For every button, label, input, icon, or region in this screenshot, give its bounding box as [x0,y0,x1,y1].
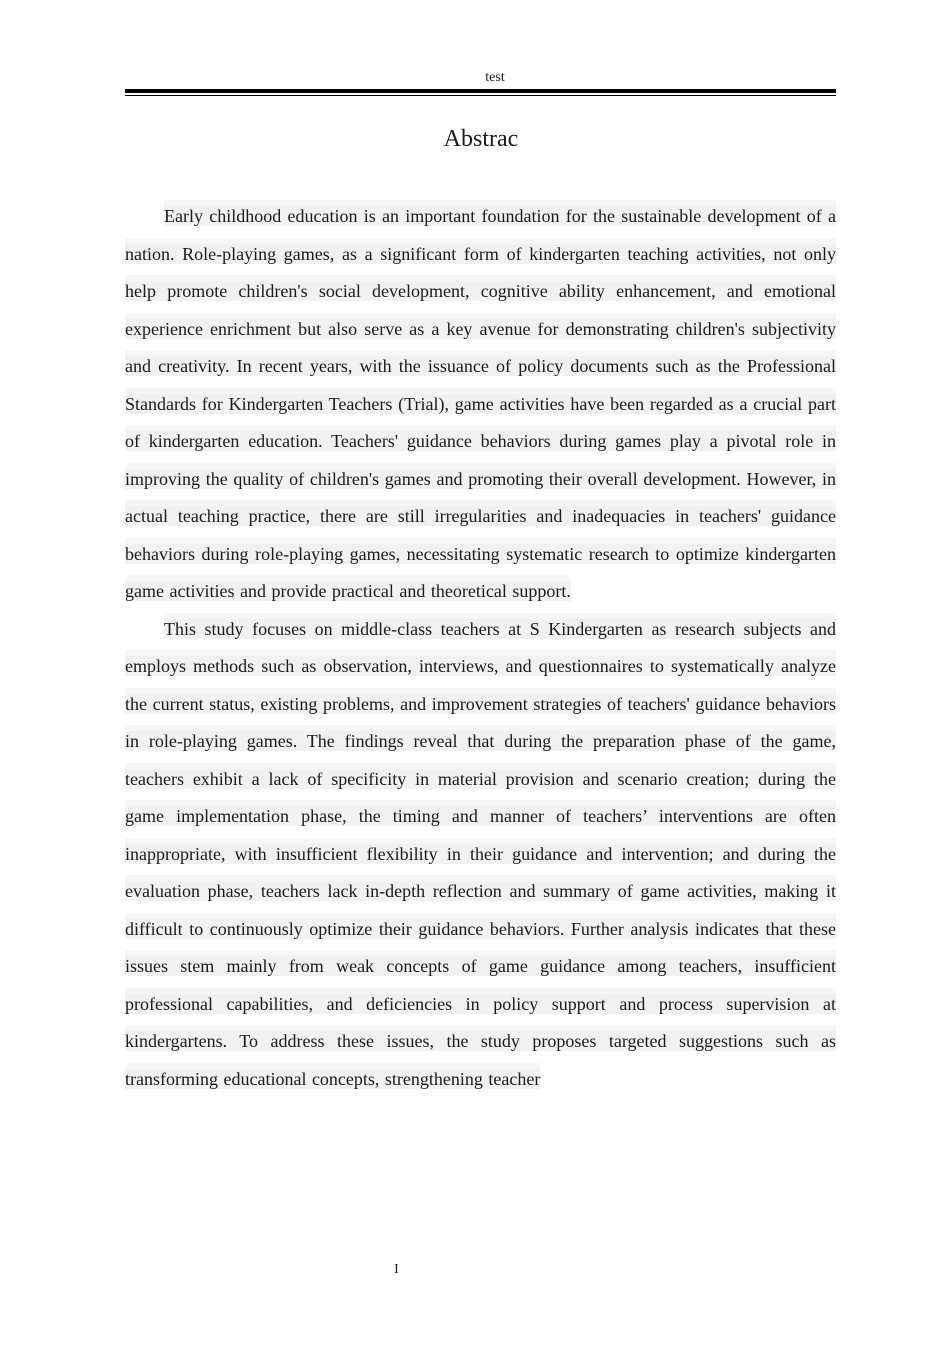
header-rule-thin [125,95,836,96]
page-number: I [394,1262,399,1277]
header-text: test [485,70,505,85]
abstract-paragraph-2 [125,611,836,1099]
page-title: Abstrac [443,126,519,152]
header-rule-thick [125,89,836,93]
abstract-body [125,198,836,1098]
abstract-paragraph-1-text: Early childhood education is an important foundation for the sustainable development of a nation. Role-playing games, as a significant form of kindergarten teaching activities, not only help promote children's social development, cognitive ability enhancement, and emotional experience enrichment but also serve as a key avenue for demonstrating children's subjectivity and creativity. In recent years, with the issuance of policy documents such as the Professional Standards for Kindergarten Teachers (Trial), game activities have been regarded as a crucial part of kindergarten education. Teachers' guidance behaviors during games play a pivotal role in improving the quality of children's games and promoting their overall development. However, in actual teaching practice, there are still irregularities and inadequacies in teachers' guidance behaviors during role-playing games, necessitating systematic research to optimize kindergarten game activities and provide practical and theoretical support. [125,206,836,601]
abstract-paragraph-2-text: This study focuses on middle-class teachers at S Kindergarten as research subjects and employs methods such as observation, interviews, and questionnaires to systematically analyze the current status, existing problems, and improvement strategies of teachers' guidance behaviors in role-playing games. The findings reveal that during the preparation phase of the game, teachers exhibit a lack of specificity in material provision and scenario creation; during the game implementation phase, the timing and manner of teachers’ interventions are often inappropriate, with insufficient flexibility in their guidance and intervention; and during the evaluation phase, teachers lack in-depth reflection and summary of game activities, making it difficult to continuously optimize their guidance behaviors. Further analysis indicates that these issues stem mainly from weak concepts of game guidance among teachers, insufficient professional capabilities, and deficiencies in policy support and process supervision at kindergartens. To address these issues, the study proposes targeted suggestions such as transforming educational concepts, strengthening teacher [125,618,836,1089]
abstract-paragraph-1 [125,198,836,611]
